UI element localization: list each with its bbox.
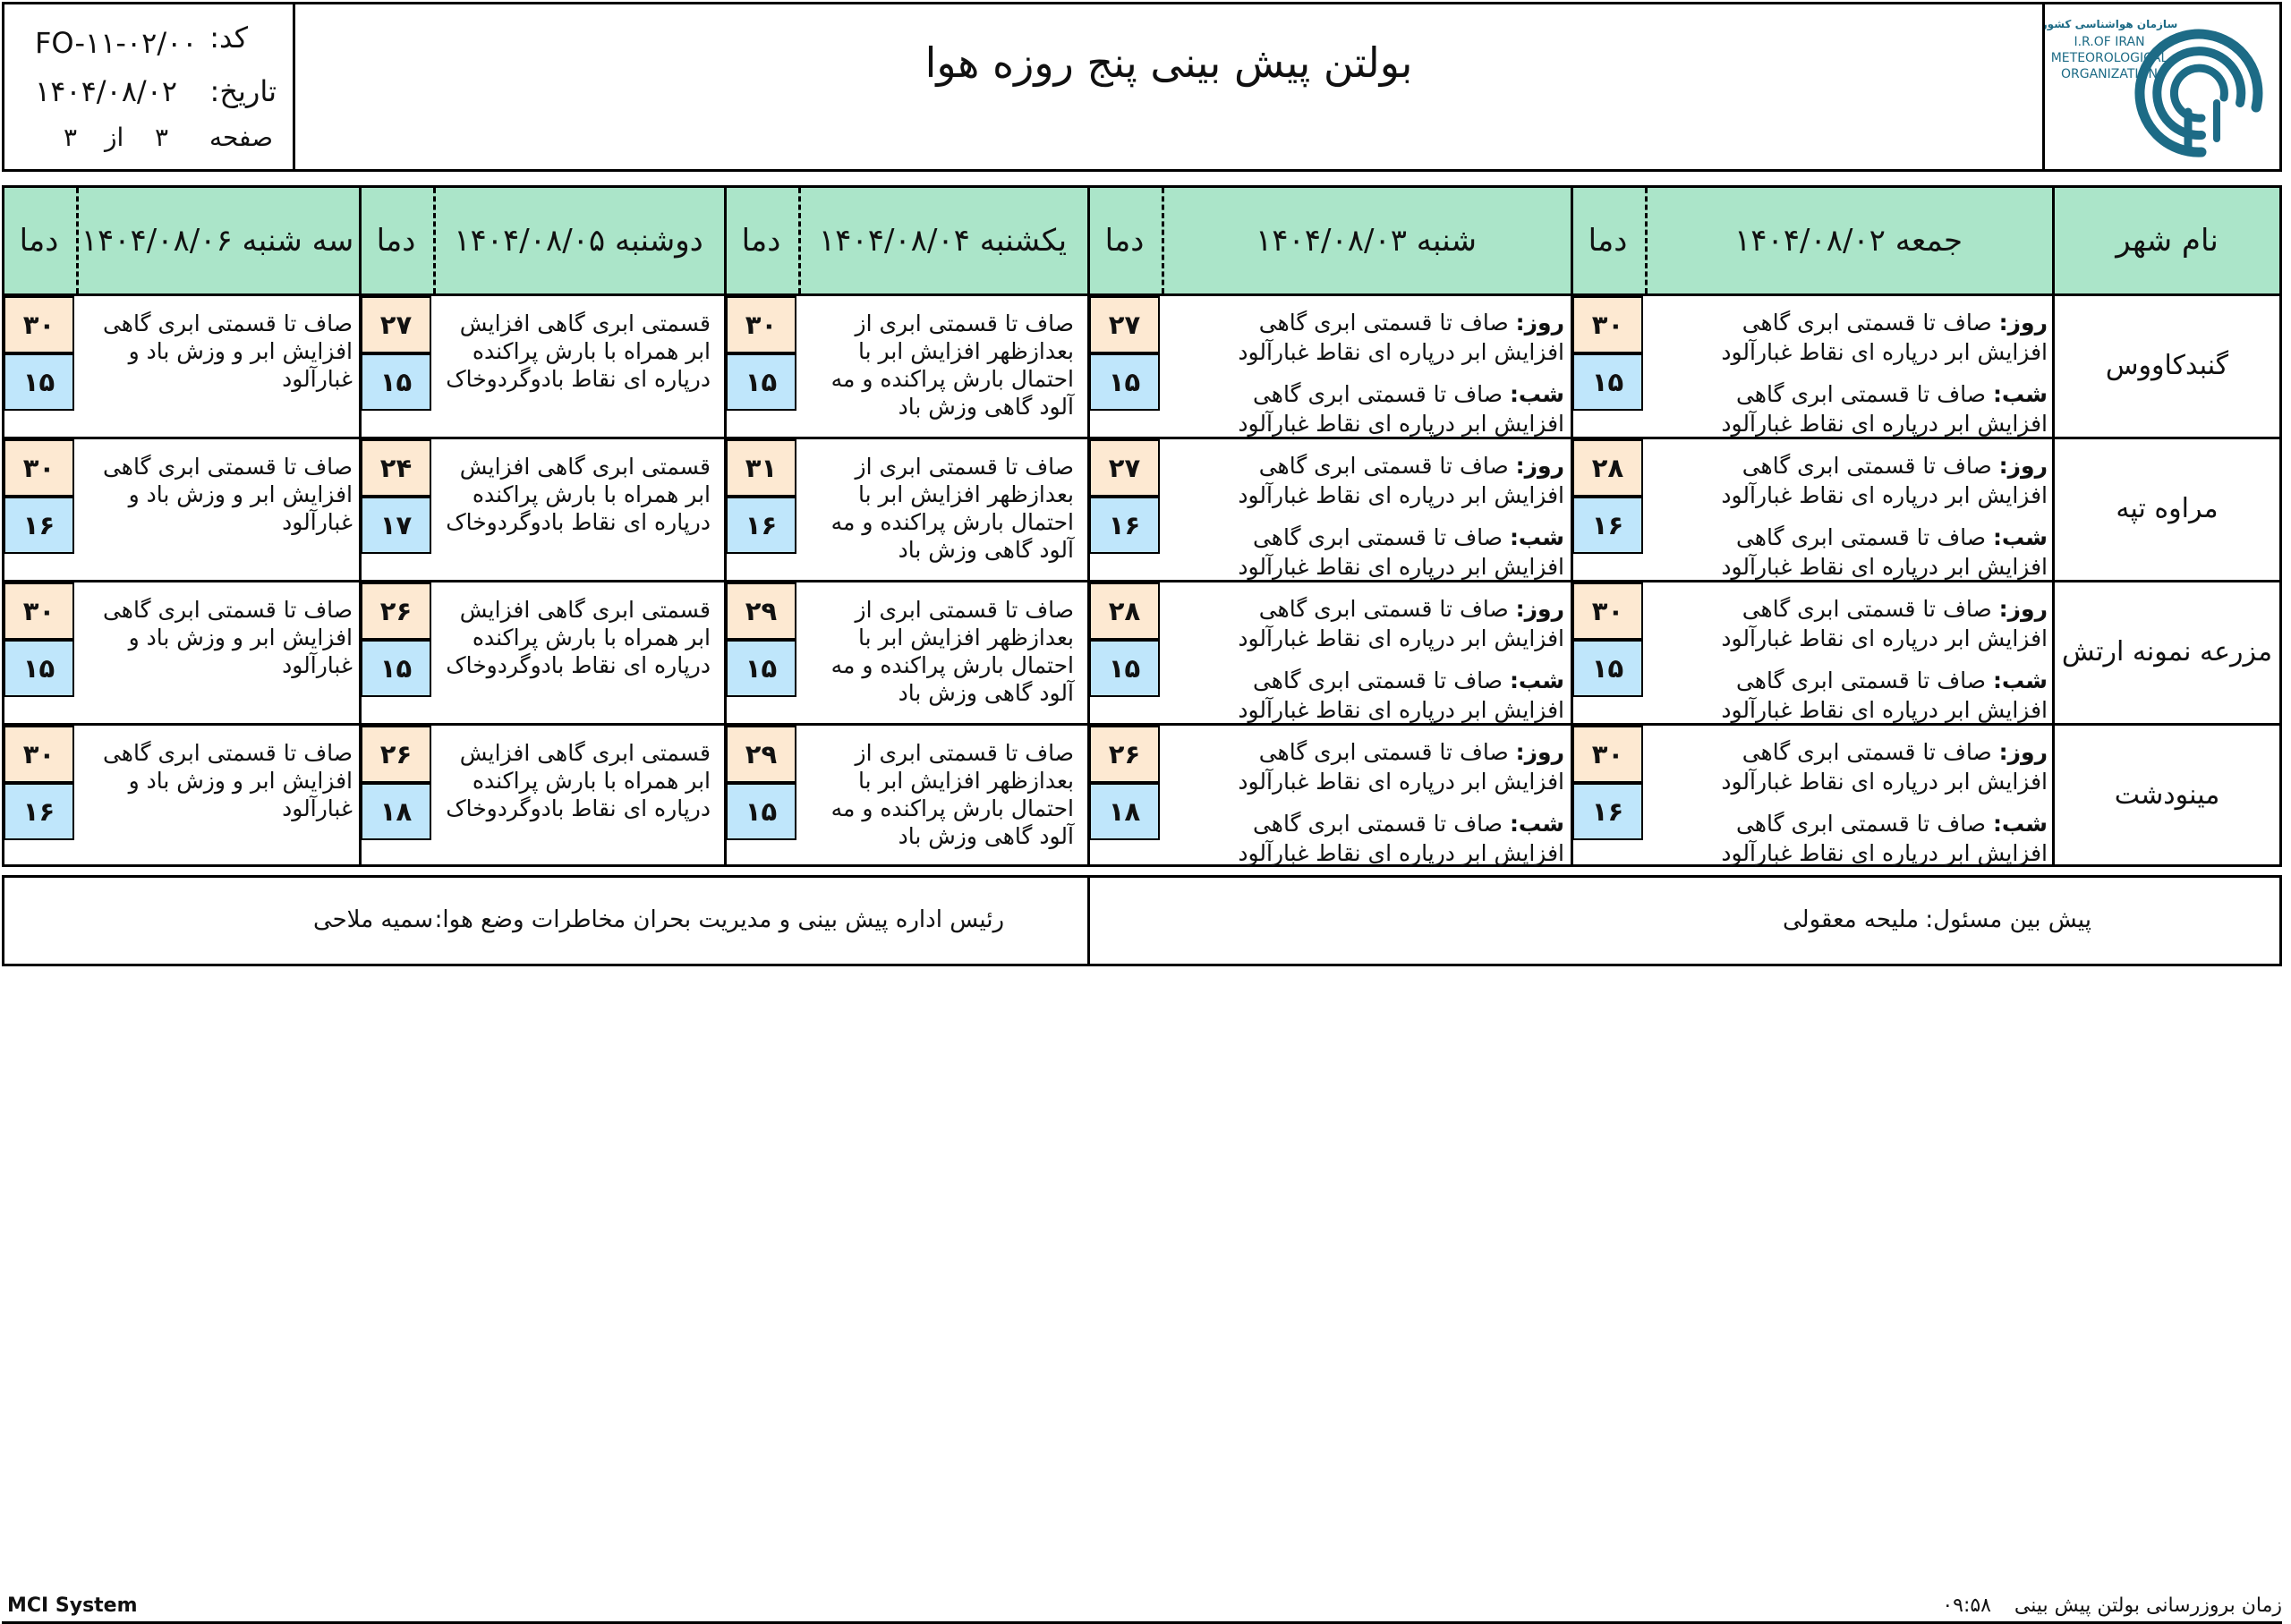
forecast-text: صاف تا قسمتی ابری گاهی افزایش ابر درپاره ای نقاط غبارآلود	[1238, 667, 1564, 723]
logo-org-fa: سازمان هواشناسی کشور	[2045, 18, 2178, 30]
day3-max-temp: ۲۹	[726, 726, 796, 783]
day3-header: یکشنبه ۱۴۰۴/۰۸/۰۴	[798, 188, 1087, 296]
day4-forecast: قسمتی ابری گاهی افزایش ابر همراه با بارش پراکنده درپاره ای نقاط بادوگردوخاک	[446, 454, 711, 535]
day2-max-temp: ۲۸	[1089, 582, 1160, 640]
update-time-label: زمان بروزرسانی بولتن پیش بینی	[2014, 1594, 2282, 1617]
date-value: ۱۴۰۴/۰۸/۰۲	[35, 74, 178, 108]
day2-day-forecast	[1233, 451, 1564, 510]
day3-min-temp: ۱۵	[726, 353, 796, 411]
logo-box	[2042, 4, 2279, 169]
city-name: گنبدکاووس	[2105, 349, 2229, 381]
forecast-text: صاف تا قسمتی ابری گاهی افزایش ابر درپاره ای نقاط غبارآلود	[1238, 811, 1564, 866]
forecast-table	[2, 185, 2282, 867]
signature-box	[2, 875, 2282, 966]
day-prefix: روز:	[1515, 596, 1564, 622]
forecast-text: صاف تا قسمتی ابری گاهی افزایش ابر درپاره ای نقاط غبارآلود	[1238, 596, 1564, 651]
day2-header: شنبه ۱۴۰۴/۰۸/۰۳	[1162, 188, 1571, 296]
day4-max-temp: ۲۶	[361, 582, 431, 640]
day2-min-temp: ۱۸	[1089, 783, 1160, 840]
forecaster-label: پیش بین مسئول:	[1925, 906, 2091, 933]
day5-min-temp: ۱۵	[4, 353, 74, 411]
day2-night-forecast	[1233, 666, 1564, 725]
page-label: صفحه	[209, 123, 273, 152]
forecast-text: صاف تا قسمتی ابری گاهی افزایش ابر درپاره ای نقاط غبارآلود	[1721, 596, 2048, 651]
day-prefix: روز:	[1515, 453, 1564, 479]
forecast-text: صاف تا قسمتی ابری گاهی افزایش ابر درپاره ای نقاط غبارآلود	[1238, 310, 1564, 365]
day-prefix: روز:	[1998, 453, 2048, 479]
day2-day-forecast	[1233, 737, 1564, 796]
meteorological-organization-logo	[2045, 4, 2279, 169]
day1-max-temp: ۳۰	[1572, 726, 1643, 783]
logo-line2: METEOROLOGICAL	[2050, 51, 2168, 65]
day1-day-forecast	[1716, 594, 2048, 653]
day1-min-temp: ۱۵	[1572, 353, 1643, 411]
day2-min-temp: ۱۶	[1089, 497, 1160, 554]
day4-max-temp: ۲۴	[361, 439, 431, 497]
day1-night-forecast	[1716, 809, 2048, 868]
day-prefix: روز:	[1998, 739, 2048, 765]
city-name: مزرعه نمونه ارتش	[2061, 635, 2273, 667]
day5-min-temp: ۱۵	[4, 640, 74, 697]
day2-day-forecast	[1233, 594, 1564, 653]
night-prefix: شب:	[1509, 811, 1564, 837]
day-prefix: روز:	[1998, 310, 2048, 336]
day2-min-temp: ۱۵	[1089, 640, 1160, 697]
day2-min-temp: ۱۵	[1089, 353, 1160, 411]
day4-max-temp: ۲۷	[361, 296, 431, 353]
city-column-header: نام شهر	[2052, 188, 2282, 296]
page-of-label: از	[105, 123, 124, 152]
night-prefix: شب:	[1992, 381, 2048, 407]
day-prefix: روز:	[1998, 596, 2048, 622]
day1-temp-header: دما	[1571, 188, 1645, 296]
city-name: مینودشت	[2114, 778, 2220, 811]
day2-night-forecast	[1233, 809, 1564, 868]
code-label: کد:	[209, 21, 248, 55]
day5-max-temp: ۳۰	[4, 582, 74, 640]
day1-night-forecast	[1716, 379, 2048, 438]
header-dash	[798, 188, 801, 293]
logo-line1: I.R.OF IRAN	[2074, 35, 2145, 49]
night-prefix: شب:	[1992, 811, 2048, 837]
day5-temp-header: دما	[2, 188, 76, 296]
day1-min-temp: ۱۶	[1572, 497, 1643, 554]
day4-forecast: قسمتی ابری گاهی افزایش ابر همراه با بارش پراکنده درپاره ای نقاط بادوگردوخاک	[446, 597, 711, 678]
night-prefix: شب:	[1509, 524, 1564, 550]
update-time: ۰۹:۵۸	[1942, 1594, 1991, 1617]
date-label: تاریخ:	[209, 74, 277, 108]
day5-forecast: صاف تا قسمتی ابری گاهی افزایش ابر و وزش باد و غبارآلود	[102, 310, 353, 392]
header-dash	[433, 188, 436, 293]
city-name: مراوه تپه	[2116, 492, 2219, 524]
night-prefix: شب:	[1509, 667, 1564, 693]
day4-min-temp: ۱۸	[361, 783, 431, 840]
day1-day-forecast	[1716, 737, 2048, 796]
day3-max-temp: ۳۰	[726, 296, 796, 353]
night-prefix: شب:	[1992, 667, 2048, 693]
forecast-text: صاف تا قسمتی ابری گاهی افزایش ابر درپاره ای نقاط غبارآلود	[1721, 310, 2048, 365]
day1-night-forecast	[1716, 666, 2048, 725]
forecast-text: صاف تا قسمتی ابری گاهی افزایش ابر درپاره ای نقاط غبارآلود	[1238, 524, 1564, 580]
code-value: FO-۱۱-۰۲/۰۰	[35, 26, 198, 60]
day5-max-temp: ۳۰	[4, 439, 74, 497]
forecast-text: صاف تا قسمتی ابری گاهی افزایش ابر درپاره ای نقاط غبارآلود	[1721, 381, 2048, 437]
day1-header: جمعه ۱۴۰۴/۰۸/۰۲	[1645, 188, 2052, 296]
day1-night-forecast	[1716, 523, 2048, 582]
day2-night-forecast	[1233, 379, 1564, 438]
day2-max-temp: ۲۶	[1089, 726, 1160, 783]
day4-header: دوشنبه ۱۴۰۴/۰۸/۰۵	[433, 188, 724, 296]
night-prefix: شب:	[1509, 381, 1564, 407]
document-info-box	[4, 4, 295, 169]
day1-min-temp: ۱۶	[1572, 783, 1643, 840]
day2-night-forecast	[1233, 523, 1564, 582]
day3-min-temp: ۱۵	[726, 783, 796, 840]
day5-forecast: صاف تا قسمتی ابری گاهی افزایش ابر و وزش باد و غبارآلود	[102, 454, 353, 535]
day3-max-temp: ۲۹	[726, 582, 796, 640]
day2-max-temp: ۲۷	[1089, 439, 1160, 497]
forecast-text: صاف تا قسمتی ابری گاهی افزایش ابر درپاره ای نقاط غبارآلود	[1721, 524, 2048, 580]
day3-forecast: صاف تا قسمتی ابری از بعدازظهر افزایش ابر با احتمال بارش پراکنده و مه آلود گاهی وزش باد	[830, 454, 1074, 563]
day4-temp-header: دما	[359, 188, 433, 296]
head-label: رئیس اداره پیش بینی و مدیریت بحران مخاطرات وضع هوا:	[434, 906, 1004, 933]
day5-max-temp: ۳۰	[4, 296, 74, 353]
day1-max-temp: ۳۰	[1572, 296, 1643, 353]
day5-min-temp: ۱۶	[4, 497, 74, 554]
day-prefix: روز:	[1515, 739, 1564, 765]
day4-max-temp: ۲۶	[361, 726, 431, 783]
page-total: ۳	[64, 123, 78, 152]
day4-forecast: قسمتی ابری گاهی افزایش ابر همراه با بارش پراکنده درپاره ای نقاط بادوگردوخاک	[446, 310, 711, 392]
day4-min-temp: ۱۵	[361, 640, 431, 697]
day4-forecast: قسمتی ابری گاهی افزایش ابر همراه با بارش پراکنده درپاره ای نقاط بادوگردوخاک	[446, 740, 711, 821]
day3-max-temp: ۳۱	[726, 439, 796, 497]
day4-min-temp: ۱۷	[361, 497, 431, 554]
header-dash	[76, 188, 79, 293]
page-number: ۳	[155, 123, 169, 152]
day-prefix: روز:	[1515, 310, 1564, 336]
header-dash	[1645, 188, 1648, 293]
day3-forecast: صاف تا قسمتی ابری از بعدازظهر افزایش ابر با احتمال بارش پراکنده و مه آلود گاهی وزش باد	[830, 740, 1074, 849]
day3-min-temp: ۱۵	[726, 640, 796, 697]
system-name: MCI System	[7, 1594, 138, 1617]
day3-forecast: صاف تا قسمتی ابری از بعدازظهر افزایش ابر با احتمال بارش پراکنده و مه آلود گاهی وزش باد	[830, 597, 1074, 706]
bulletin-header	[2, 2, 2282, 172]
night-prefix: شب:	[1992, 524, 2048, 550]
forecast-text: صاف تا قسمتی ابری گاهی افزایش ابر درپاره ای نقاط غبارآلود	[1721, 739, 2048, 795]
bulletin-title: بولتن پیش بینی پنج روزه هوا	[924, 38, 1413, 87]
day1-max-temp: ۳۰	[1572, 582, 1643, 640]
day3-temp-header: دما	[724, 188, 798, 296]
day2-day-forecast	[1233, 308, 1564, 367]
day5-min-temp: ۱۶	[4, 783, 74, 840]
signature-divider	[1087, 878, 1090, 964]
day5-forecast: صاف تا قسمتی ابری گاهی افزایش ابر و وزش باد و غبارآلود	[102, 740, 353, 821]
day1-day-forecast	[1716, 451, 2048, 510]
day4-min-temp: ۱۵	[361, 353, 431, 411]
forecast-text: صاف تا قسمتی ابری گاهی افزایش ابر درپاره ای نقاط غبارآلود	[1721, 811, 2048, 866]
head-name: سمیه ملاحی	[312, 906, 433, 933]
day2-max-temp: ۲۷	[1089, 296, 1160, 353]
forecast-text: صاف تا قسمتی ابری گاهی افزایش ابر درپاره ای نقاط غبارآلود	[1721, 453, 2048, 508]
forecaster-name: ملیحه معقولی	[1782, 906, 1919, 933]
day3-forecast: صاف تا قسمتی ابری از بعدازظهر افزایش ابر با احتمال بارش پراکنده و مه آلود گاهی وزش باد	[830, 310, 1074, 420]
day1-max-temp: ۲۸	[1572, 439, 1643, 497]
day5-forecast: صاف تا قسمتی ابری گاهی افزایش ابر و وزش باد و غبارآلود	[102, 597, 353, 678]
forecast-text: صاف تا قسمتی ابری گاهی افزایش ابر درپاره ای نقاط غبارآلود	[1238, 453, 1564, 508]
day5-max-temp: ۳۰	[4, 726, 74, 783]
logo-line3: ORGANIZATION	[2060, 67, 2159, 81]
day1-day-forecast	[1716, 308, 2048, 367]
forecast-text: صاف تا قسمتی ابری گاهی افزایش ابر درپاره ای نقاط غبارآلود	[1721, 667, 2048, 723]
forecast-text: صاف تا قسمتی ابری گاهی افزایش ابر درپاره ای نقاط غبارآلود	[1238, 381, 1564, 437]
header-dash	[1162, 188, 1164, 293]
day5-header: سه شنبه ۱۴۰۴/۰۸/۰۶	[76, 188, 359, 296]
day2-temp-header: دما	[1087, 188, 1162, 296]
day1-min-temp: ۱۵	[1572, 640, 1643, 697]
day3-min-temp: ۱۶	[726, 497, 796, 554]
forecast-text: صاف تا قسمتی ابری گاهی افزایش ابر درپاره ای نقاط غبارآلود	[1238, 739, 1564, 795]
